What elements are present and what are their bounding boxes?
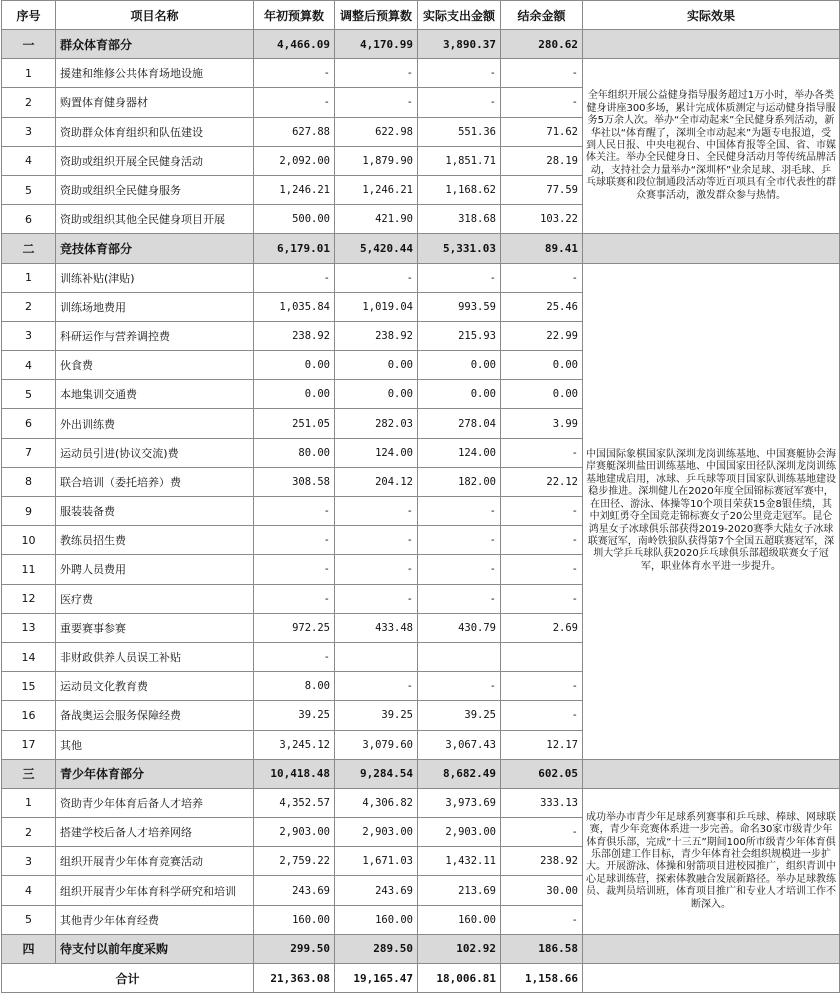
section-initial: 10,418.48 [254,759,335,788]
row-name: 资助或组织其他全民健身项目开展 [56,205,254,234]
row-name: 非财政供养人员误工补贴 [56,642,254,671]
row-name: 运动员文化教育费 [56,672,254,701]
row-number: 3 [2,321,56,350]
row-adjusted: 39.25 [335,701,418,730]
row-initial: 500.00 [254,205,335,234]
section-balance: 602.05 [501,759,583,788]
row-adjusted: 4,306.82 [335,788,418,817]
row-number: 12 [2,584,56,613]
section-name: 青少年体育部分 [56,759,254,788]
row-adjusted: 1,019.04 [335,292,418,321]
row-balance: 2.69 [501,613,583,642]
table-row [2,788,840,817]
effect-cell-blank [583,234,840,263]
row-adjusted: 1,246.21 [335,175,418,204]
effect-cell-blank [583,759,840,788]
row-adjusted: 0.00 [335,380,418,409]
row-adjusted [335,642,418,671]
effect-cell-blank [583,934,840,963]
row-actual: 430.79 [418,613,501,642]
row-initial: 251.05 [254,409,335,438]
section-balance: 280.62 [501,30,583,59]
header-no: 序号 [2,1,56,30]
row-name: 组织开展青少年体育科学研究和培训 [56,876,254,905]
row-name: 训练补贴(津贴) [56,263,254,292]
row-actual: 1,432.11 [418,847,501,876]
row-name: 训练场地费用 [56,292,254,321]
effect-text: 全年组织开展公益健身指导服务超过1万小时，举办各类健身讲座300多场，累计完成体质测定与运动健身指导服务5万余人次。举办“全市动起来”全民健身系列活动，新华社以“体育醒了，深圳全市动起来”为题专电报道，受到人民日报、中央电视台、中国体育报等全国、省、市媒体关注。举办全民健身日、全民健身活动月等传统品牌活动，支持社会力量举办“深圳杯”业余足球、羽毛球、乒乓球联赛和段位制通段活动等近百项具有全市代表性的群众赛事活动，激发群众参与热情。 [583,59,840,234]
table-row [2,59,840,88]
table-row [2,263,840,292]
row-initial: 308.58 [254,467,335,496]
section-adjusted: 289.50 [335,934,418,963]
row-actual: - [418,555,501,584]
row-name: 服装装备费 [56,497,254,526]
row-name: 运动员引进(协议交流)费 [56,438,254,467]
row-name: 外聘人员费用 [56,555,254,584]
row-adjusted: 622.98 [335,117,418,146]
header-initial: 年初预算数 [254,1,335,30]
section-balance: 89.41 [501,234,583,263]
row-balance: 333.13 [501,788,583,817]
row-number: 7 [2,438,56,467]
total-balance: 1,158.66 [501,964,583,993]
total-label: 合计 [2,964,254,993]
row-name: 其他青少年体育经费 [56,905,254,934]
row-initial: - [254,263,335,292]
row-adjusted: 124.00 [335,438,418,467]
row-initial: 0.00 [254,351,335,380]
row-number: 3 [2,117,56,146]
row-name: 重要赛事参赛 [56,613,254,642]
row-actual: 213.69 [418,876,501,905]
row-actual: 39.25 [418,701,501,730]
row-initial: 0.00 [254,380,335,409]
header-adjusted: 调整后预算数 [335,1,418,30]
row-actual: 182.00 [418,467,501,496]
row-actual: - [418,497,501,526]
row-balance: 103.22 [501,205,583,234]
row-adjusted: - [335,497,418,526]
row-adjusted: 282.03 [335,409,418,438]
row-adjusted: - [335,555,418,584]
header-effect: 实际效果 [583,1,840,30]
row-number: 3 [2,847,56,876]
row-actual: - [418,584,501,613]
row-number: 17 [2,730,56,759]
row-adjusted: - [335,263,418,292]
row-balance: - [501,438,583,467]
row-number: 13 [2,613,56,642]
row-name: 组织开展青少年体育竞赛活动 [56,847,254,876]
row-name: 教练员招生费 [56,526,254,555]
row-actual: 0.00 [418,351,501,380]
row-number: 2 [2,818,56,847]
row-adjusted: 0.00 [335,351,418,380]
row-initial: - [254,555,335,584]
header-name: 项目名称 [56,1,254,30]
row-initial: 160.00 [254,905,335,934]
row-balance: - [501,526,583,555]
row-balance: - [501,59,583,88]
row-name: 援建和维修公共体育场地设施 [56,59,254,88]
row-number: 4 [2,351,56,380]
row-initial: 4,352.57 [254,788,335,817]
row-adjusted: 160.00 [335,905,418,934]
row-initial: - [254,59,335,88]
row-balance [501,642,583,671]
row-actual [418,642,501,671]
row-balance: - [501,818,583,847]
row-balance: - [501,584,583,613]
row-initial: 39.25 [254,701,335,730]
section-row [2,234,840,263]
row-actual: 3,067.43 [418,730,501,759]
row-number: 16 [2,701,56,730]
row-balance: - [501,497,583,526]
total-row [2,964,840,993]
row-balance: 3.99 [501,409,583,438]
total-actual: 18,006.81 [418,964,501,993]
row-balance: 0.00 [501,380,583,409]
row-adjusted: - [335,59,418,88]
row-name: 搭建学校后备人才培养网络 [56,818,254,847]
row-balance: 22.99 [501,321,583,350]
row-initial: 243.69 [254,876,335,905]
section-initial: 4,466.09 [254,30,335,59]
row-actual: 993.59 [418,292,501,321]
row-balance: - [501,555,583,584]
row-adjusted: 1,671.03 [335,847,418,876]
section-adjusted: 9,284.54 [335,759,418,788]
section-row [2,934,840,963]
row-initial: - [254,526,335,555]
row-balance: 77.59 [501,175,583,204]
row-initial: 3,245.12 [254,730,335,759]
row-balance: 238.92 [501,847,583,876]
effect-text: 中国国际象棋国家队深圳龙岗训练基地、中国赛艇协会海岸赛艇深圳盐田训练基地、中国国家田径队深圳龙岗训练基地建成启用，冰球、乒乓球等项目国家队训练基地建设稳步推进。深圳健儿在2020年度全国锦标赛冠军赛中，在田径、游泳、体操等10个项目荣获15金8银佳绩，其中刘虹勇夺全国竞走锦标赛女子20公里竞走冠军。昆仑鸿星女子冰球俱乐部获得2019-2020赛季大陆女子冰球联赛冠军，南岭铁狼队获得第7个全国五超联赛冠军，深圳大学乒乓球队获2020乒乓球俱乐部超级联赛女子冠军，职业体育水平进一步提升。 [583,263,840,759]
table-body [2,30,840,993]
row-actual: 1,168.62 [418,175,501,204]
total-initial: 21,363.08 [254,964,335,993]
row-number: 5 [2,175,56,204]
row-actual: 3,973.69 [418,788,501,817]
row-adjusted: 2,903.00 [335,818,418,847]
row-name: 医疗费 [56,584,254,613]
header-row [2,1,840,30]
row-actual: 160.00 [418,905,501,934]
row-number: 15 [2,672,56,701]
row-number: 1 [2,788,56,817]
row-number: 4 [2,876,56,905]
row-balance: - [501,701,583,730]
row-actual: - [418,88,501,117]
row-initial: - [254,88,335,117]
section-adjusted: 4,170.99 [335,30,418,59]
row-initial: 8.00 [254,672,335,701]
row-initial: 972.25 [254,613,335,642]
row-adjusted: - [335,526,418,555]
section-adjusted: 5,420.44 [335,234,418,263]
row-balance: 30.00 [501,876,583,905]
row-actual: 278.04 [418,409,501,438]
row-adjusted: 421.90 [335,205,418,234]
section-row [2,759,840,788]
row-number: 6 [2,409,56,438]
row-name: 备战奥运会服务保障经费 [56,701,254,730]
row-number: 14 [2,642,56,671]
section-number: 三 [2,759,56,788]
row-initial: - [254,497,335,526]
row-balance: - [501,905,583,934]
row-balance: - [501,263,583,292]
row-adjusted: 1,879.90 [335,146,418,175]
row-adjusted: 243.69 [335,876,418,905]
section-balance: 186.58 [501,934,583,963]
row-number: 6 [2,205,56,234]
row-actual: - [418,263,501,292]
section-name: 待支付以前年度采购 [56,934,254,963]
row-actual: 124.00 [418,438,501,467]
row-number: 8 [2,467,56,496]
effect-cell-blank [583,30,840,59]
row-balance: - [501,88,583,117]
section-number: 二 [2,234,56,263]
row-actual: - [418,59,501,88]
section-name: 群众体育部分 [56,30,254,59]
section-number: 一 [2,30,56,59]
row-name: 购置体育健身器材 [56,88,254,117]
row-number: 4 [2,146,56,175]
effect-text: 成功举办市青少年足球系列赛事和乒乓球、棒球、网球联赛，青少年竞赛体系进一步完善。命名30家市级青少年体育俱乐部，完成“十三五”期间100所市级青少年体育俱乐部创建工作目标，青少年体育社会组织规模进一步扩大。开展游泳、体操和射箭项目进校园推广，组织青训中心足球训练营，探索体教融合发展新路径。举办足球教练员、裁判员培训班，体育项目推广和专业人才培训工作不断深入。 [583,788,840,934]
budget-table [1,0,840,993]
row-initial: 1,035.84 [254,292,335,321]
row-number: 11 [2,555,56,584]
row-name: 资助群众体育组织和队伍建设 [56,117,254,146]
row-adjusted: 238.92 [335,321,418,350]
row-name: 科研运作与营养调控费 [56,321,254,350]
row-initial: 2,759.22 [254,847,335,876]
section-initial: 6,179.01 [254,234,335,263]
row-initial: 2,092.00 [254,146,335,175]
header-balance: 结余金额 [501,1,583,30]
section-actual: 5,331.03 [418,234,501,263]
row-initial: 80.00 [254,438,335,467]
section-initial: 299.50 [254,934,335,963]
total-effect-blank [583,964,840,993]
section-actual: 8,682.49 [418,759,501,788]
row-balance: 22.12 [501,467,583,496]
row-balance: 12.17 [501,730,583,759]
row-balance: 28.19 [501,146,583,175]
row-number: 5 [2,380,56,409]
row-actual: - [418,526,501,555]
section-name: 竞技体育部分 [56,234,254,263]
row-number: 2 [2,88,56,117]
row-initial: 238.92 [254,321,335,350]
row-actual: 551.36 [418,117,501,146]
total-adjusted: 19,165.47 [335,964,418,993]
row-actual: 1,851.71 [418,146,501,175]
row-initial: - [254,642,335,671]
row-actual: 2,903.00 [418,818,501,847]
row-initial: 1,246.21 [254,175,335,204]
section-actual: 102.92 [418,934,501,963]
row-initial: 627.88 [254,117,335,146]
row-number: 10 [2,526,56,555]
section-row [2,30,840,59]
row-number: 1 [2,59,56,88]
row-name: 本地集训交通费 [56,380,254,409]
row-initial: - [254,584,335,613]
row-number: 9 [2,497,56,526]
row-adjusted: 433.48 [335,613,418,642]
row-name: 资助青少年体育后备人才培养 [56,788,254,817]
row-number: 5 [2,905,56,934]
row-number: 1 [2,263,56,292]
row-balance: - [501,672,583,701]
row-adjusted: 3,079.60 [335,730,418,759]
section-number: 四 [2,934,56,963]
row-name: 资助或组织全民健身服务 [56,175,254,204]
row-number: 2 [2,292,56,321]
row-adjusted: - [335,584,418,613]
row-adjusted: 204.12 [335,467,418,496]
row-name: 资助或组织开展全民健身活动 [56,146,254,175]
row-balance: 71.62 [501,117,583,146]
section-actual: 3,890.37 [418,30,501,59]
row-name: 外出训练费 [56,409,254,438]
row-actual: 318.68 [418,205,501,234]
row-actual: 215.93 [418,321,501,350]
row-adjusted: - [335,88,418,117]
row-name: 联合培训（委托培养）费 [56,467,254,496]
row-name: 伙食费 [56,351,254,380]
row-actual: - [418,672,501,701]
header-actual: 实际支出金额 [418,1,501,30]
row-initial: 2,903.00 [254,818,335,847]
row-name: 其他 [56,730,254,759]
row-balance: 25.46 [501,292,583,321]
row-balance: 0.00 [501,351,583,380]
row-adjusted: - [335,672,418,701]
row-actual: 0.00 [418,380,501,409]
